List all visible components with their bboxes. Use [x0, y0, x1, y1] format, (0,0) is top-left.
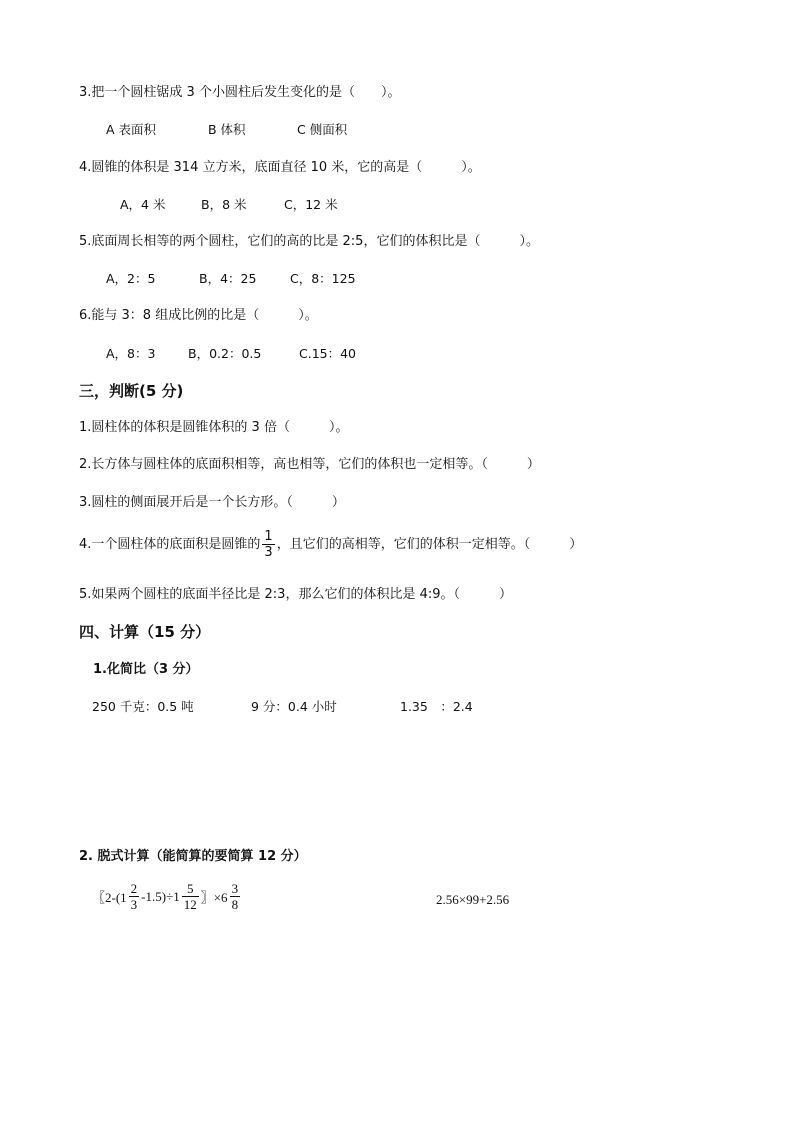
q3-option-a: A 表面积 — [106, 122, 157, 137]
section-3-title: 三，判断(5 分) — [79, 382, 184, 400]
fraction-denominator: 3 — [264, 545, 273, 560]
subsection-1-title: 1.化简比（3 分） — [93, 662, 199, 677]
subsection-2-title: 2. 脱式计算（能简算的要简算 12 分） — [79, 849, 307, 864]
judge-item-4-before: 4.一个圆柱体的底面积是圆锥的 — [79, 536, 261, 552]
q4-option-b: B，8 米 — [201, 197, 247, 212]
q6-option-b: B，0.2：0.5 — [188, 346, 262, 361]
expr1-fraction-2 — [182, 881, 199, 912]
judge-item-2: 2.长方体与圆柱体的底面积相等，高也相等，它们的体积也一定相等。（ ） — [79, 457, 540, 472]
judge-item-3: 3.圆柱的侧面展开后是一个长方形。（ ） — [79, 495, 345, 510]
q5-option-a: A，2：5 — [106, 271, 156, 286]
q5-option-b: B，4：25 — [199, 271, 257, 286]
q4-option-c: C，12 米 — [284, 197, 338, 212]
expr1-fraction-3 — [230, 881, 241, 912]
judge-item-5: 5.如果两个圆柱的底面半径比是 2:3，那么它们的体积比是 4:9。（ ） — [79, 587, 513, 602]
question-4: 4.圆锥的体积是 314 立方米，底面直径 10 米，它的高是（ ）。 — [79, 160, 481, 175]
q5-option-c: C，8：125 — [290, 271, 356, 286]
expr1-part-1: 〖2-(1 — [92, 890, 127, 905]
q6-option-a: A，8：3 — [106, 346, 156, 361]
fraction-denominator: 3 — [130, 897, 138, 912]
judge-item-1: 1.圆柱体的体积是圆锥体积的 3 倍（ ）。 — [79, 420, 349, 435]
fraction-numerator: 3 — [231, 881, 239, 896]
q6-option-c: C.15：40 — [299, 346, 357, 361]
expr1-part-3: 〗×6 — [200, 890, 228, 905]
ratio-item-3: 1.35 ：2.4 — [400, 699, 473, 714]
q3-option-c: C 侧面积 — [297, 122, 348, 137]
fraction-numerator: 5 — [182, 881, 199, 897]
q3-option-b: B 体积 — [208, 122, 246, 137]
fraction-denominator: 12 — [183, 897, 197, 912]
ratio-item-1: 250 千克：0.5 吨 — [92, 699, 194, 714]
fraction-one-third — [262, 529, 274, 560]
fraction-denominator: 8 — [231, 897, 239, 912]
fraction-numerator: 1 — [264, 529, 273, 544]
expr1-fraction-1 — [129, 881, 140, 912]
fraction-numerator: 2 — [130, 881, 138, 896]
question-6: 6.能与 3：8 组成比例的比是（ ）。 — [79, 308, 318, 323]
section-4-title: 四、计算（15 分） — [79, 623, 211, 641]
expression-1 — [92, 881, 242, 912]
question-3: 3.把一个圆柱锯成 3 个小圆柱后发生变化的是（ ）。 — [79, 85, 401, 100]
ratio-item-2: 9 分：0.4 小时 — [251, 699, 337, 714]
judge-item-4 — [79, 529, 582, 560]
question-5: 5.底面周长相等的两个圆柱，它们的高的比是 2:5，它们的体积比是（ ）。 — [79, 234, 539, 249]
expression-2: 2.56×99+2.56 — [436, 892, 510, 907]
q4-option-a: A，4 米 — [120, 197, 166, 212]
expr1-part-2: -1.5)÷1 — [141, 888, 180, 904]
judge-item-4-after: ，且它们的高相等，它们的体积一定相等。（ ） — [276, 536, 583, 552]
